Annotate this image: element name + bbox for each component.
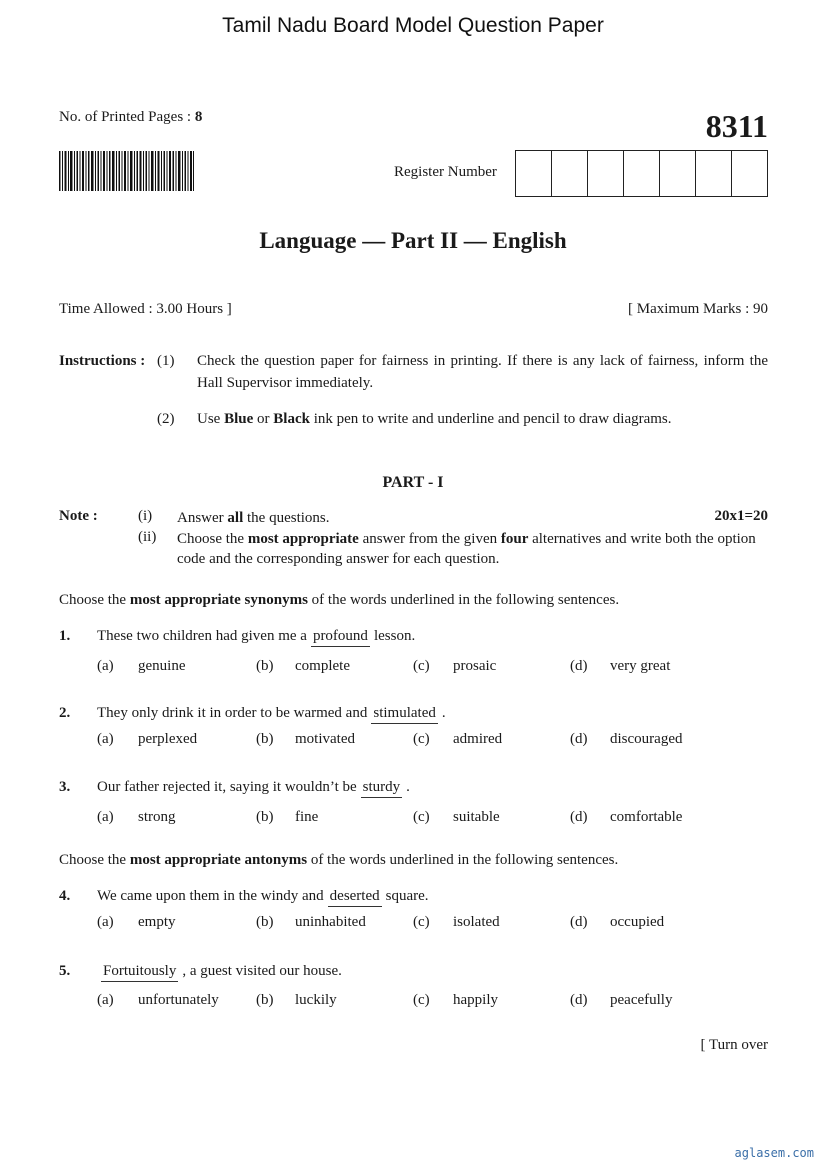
question-number: 3.: [59, 779, 71, 795]
instruction-text: Use Blue or Black ink pen to write and underline and pencil to draw diagrams.: [197, 411, 672, 427]
option-text: uninhabited: [295, 914, 366, 930]
question-text: These two children had given me a profound lesson.: [97, 628, 415, 647]
note-number: (ii): [138, 529, 157, 545]
option-text: unfortunately: [138, 992, 219, 1008]
subject-title: Language — Part II — English: [259, 228, 567, 253]
option-code: (c): [413, 992, 430, 1008]
option-text: strong: [138, 809, 176, 825]
note-text: Answer all the questions.: [177, 510, 330, 526]
option-row: [0, 658, 826, 678]
option-code: (a): [97, 658, 114, 674]
option-code: (d): [570, 731, 588, 747]
printed-pages-value: 8: [194, 109, 203, 125]
underlined-word: sturdy: [361, 779, 403, 798]
option-code: (b): [256, 731, 274, 747]
time-allowed: Time Allowed : 3.00 Hours ]: [59, 301, 232, 317]
instruction-number: (1): [157, 353, 175, 369]
option-text: complete: [295, 658, 350, 674]
option-row: [0, 809, 826, 829]
option-code: (d): [570, 658, 588, 674]
option-code: (b): [256, 914, 274, 930]
option-code: (b): [256, 809, 274, 825]
register-number-box: [696, 151, 732, 196]
underlined-word: profound: [311, 628, 370, 647]
register-number-box: [732, 151, 767, 196]
register-number-box: [552, 151, 588, 196]
option-text: very great: [610, 658, 671, 674]
question-number: 4.: [59, 888, 71, 904]
option-text: suitable: [453, 809, 500, 825]
instructions-label: Instructions :: [59, 353, 146, 369]
question-text: Our father rejected it, saying it wouldn’t be sturdy .: [97, 779, 410, 798]
option-row: [0, 914, 826, 934]
part-title: PART - I: [382, 474, 444, 491]
option-text: occupied: [610, 914, 665, 930]
underlined-word: Fortuitously: [101, 963, 178, 982]
option-code: (c): [413, 658, 430, 674]
option-text: fine: [295, 809, 319, 825]
option-code: (a): [97, 809, 114, 825]
option-text: happily: [453, 992, 498, 1008]
option-text: empty: [138, 914, 176, 930]
option-row: [0, 992, 826, 1012]
question-number: 2.: [59, 705, 71, 721]
question-text: We came upon them in the windy and deserted square.: [97, 888, 429, 907]
option-text: perplexed: [138, 731, 198, 747]
document-header-title: Tamil Nadu Board Model Question Paper: [222, 14, 604, 37]
option-text: discouraged: [610, 731, 683, 747]
watermark: aglasem.com: [734, 1146, 814, 1160]
note-label: Note :: [59, 508, 98, 524]
note-text: Choose the most appropriate answer from the given four alternatives and write both the option code and the corresponding answer for each question.: [177, 531, 756, 567]
barcode-image: [59, 151, 194, 191]
instruction-number: (2): [157, 411, 175, 427]
option-code: (b): [256, 992, 274, 1008]
option-text: isolated: [453, 914, 500, 930]
option-code: (a): [97, 992, 114, 1008]
question-number: 5.: [59, 963, 71, 979]
register-number-box: [588, 151, 624, 196]
option-text: genuine: [138, 658, 186, 674]
register-number-boxes: [515, 150, 768, 197]
option-text: prosaic: [453, 658, 497, 674]
option-text: comfortable: [610, 809, 683, 825]
note-number: (i): [138, 508, 153, 524]
option-code: (d): [570, 809, 588, 825]
question-text: Fortuitously , a guest visited our house.: [97, 963, 342, 982]
turn-over-note: [ Turn over: [700, 1037, 768, 1053]
option-text: peacefully: [610, 992, 673, 1008]
option-code: (c): [413, 914, 430, 930]
option-code: (c): [413, 731, 430, 747]
register-number-box: [624, 151, 660, 196]
paper-code: 8311: [705, 108, 768, 144]
register-number-box: [660, 151, 696, 196]
option-code: (a): [97, 731, 114, 747]
question-text: They only drink it in order to be warmed and stimulated .: [97, 705, 446, 724]
option-code: (d): [570, 914, 588, 930]
option-code: (a): [97, 914, 114, 930]
option-code: (b): [256, 658, 274, 674]
register-number-box: [516, 151, 552, 196]
option-code: (d): [570, 992, 588, 1008]
option-text: motivated: [295, 731, 355, 747]
option-code: (c): [413, 809, 430, 825]
maximum-marks: [ Maximum Marks : 90: [628, 301, 768, 317]
printed-pages-label: No. of Printed Pages :: [59, 109, 195, 125]
note-marks: 20x1=20: [714, 508, 768, 524]
underlined-word: stimulated: [371, 705, 438, 724]
section-instruction-synonyms: Choose the most appropriate synonyms of the words underlined in the following sentences.: [59, 592, 620, 608]
printed-pages-info: [59, 109, 202, 126]
underlined-word: deserted: [328, 888, 382, 907]
question-number: 1.: [59, 628, 71, 644]
option-text: admired: [453, 731, 503, 747]
register-number-label: Register Number: [394, 164, 497, 180]
instruction-text: Check the question paper for fairness in printing. If there is any lack of fairness, inform the Hall Supervisor immediately.: [197, 353, 768, 391]
option-text: luckily: [295, 992, 337, 1008]
option-row: [0, 731, 826, 751]
section-instruction-antonyms: Choose the most appropriate antonyms of the words underlined in the following sentences.: [59, 852, 619, 868]
